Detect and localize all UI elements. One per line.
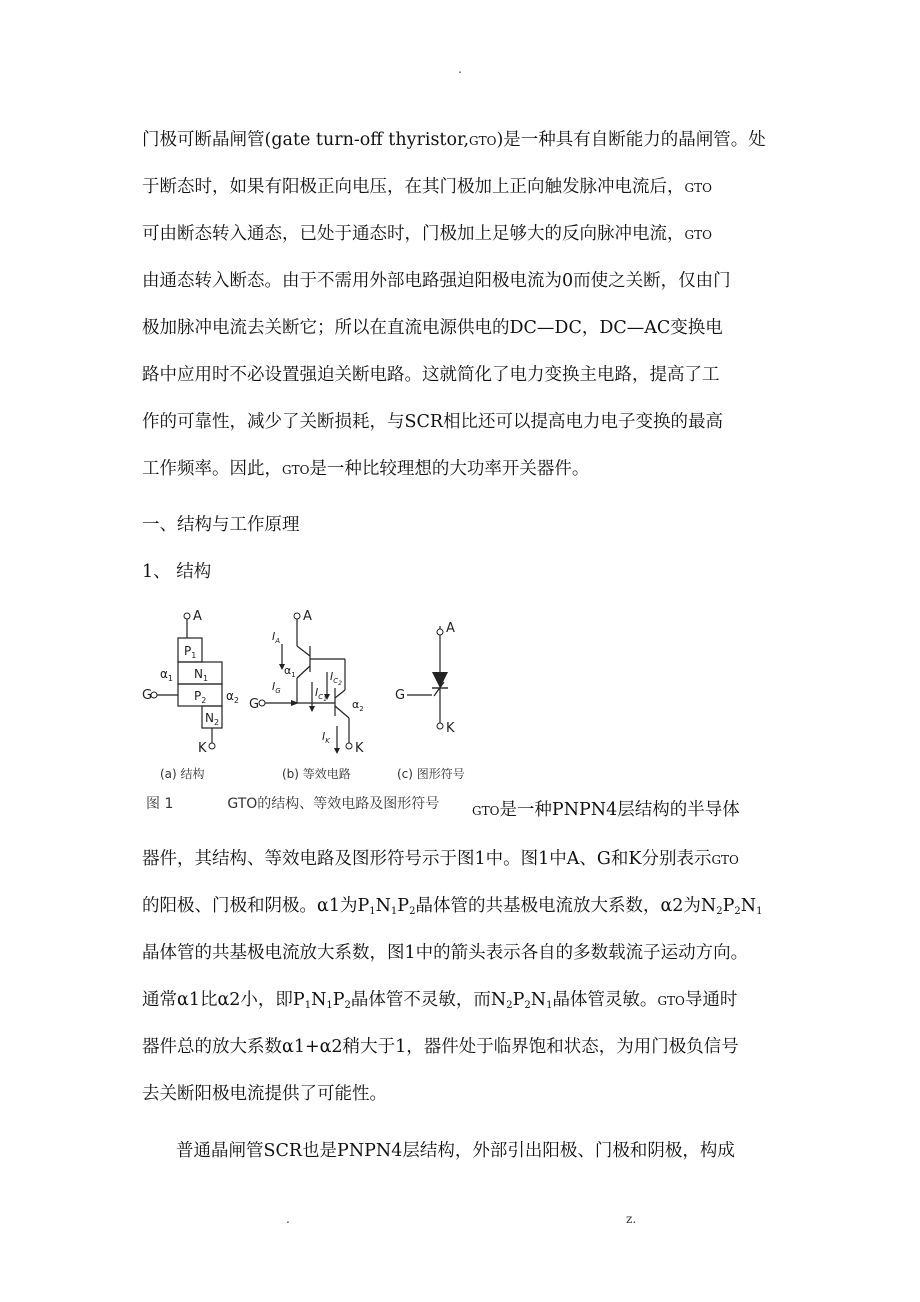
b-anode-label: A <box>303 609 312 624</box>
subcaption-c: (c) 图形符号 <box>397 767 465 781</box>
b-ia-label: $I_A$ <box>272 630 281 645</box>
a-cathode-label: K <box>198 741 207 756</box>
footer-right-mark: z. <box>626 1212 637 1226</box>
b-cathode-label: K <box>355 741 364 756</box>
para2-line4: 晶体管的共基极电流放大系数，图1中的箭头表示各自的多数载流子运动方向。 <box>142 943 749 963</box>
b-ic1-label: $I_C1$ <box>315 686 327 703</box>
page-header-mark: . <box>458 62 462 76</box>
para2-line2: 器件，其结构、等效电路及图形符号示于图1中。图1中A、G和K分别表示GTO <box>142 849 739 869</box>
b-ic2-label: $I_C2$ <box>330 670 342 687</box>
figure-caption: 图 1 GTO的结构、等效电路及图形符号 <box>146 796 440 812</box>
a-anode-label: A <box>193 609 202 624</box>
gto-diagram <box>142 600 488 820</box>
para1-line8: 工作频率。因此，GTO是一种比较理想的大功率开关器件。 <box>142 459 590 479</box>
layer-p2: $P_2$ <box>194 689 207 705</box>
para3-line1: 普通晶闸管SCR也是PNPN4层结构，外部引出阳极、门极和阴极，构成 <box>176 1141 735 1161</box>
subsection-heading: 1、 结构 <box>142 562 212 582</box>
b-ik-label: $I_K$ <box>322 730 330 745</box>
a-gate-label: G <box>142 688 153 703</box>
para2-line7: 去关断阳极电流提供了可能性。 <box>142 1084 387 1104</box>
b-gate-label: G <box>249 697 260 712</box>
c-gate-label: G <box>395 688 406 703</box>
layer-n1: $N_1$ <box>194 667 209 683</box>
para1-line2: 于断态时，如果有阳极正向电压，在其门极加上正向触发脉冲电流后，GTO <box>142 177 712 197</box>
b-alpha1-label: $\alpha_1$ <box>284 664 296 679</box>
para2-line3: 的阳极、门极和阴极。α1为$P_1N_1P_2$晶体管的共基极电流放大系数，α2为$N_2P_2N_1$ <box>142 896 763 917</box>
c-anode-label: A <box>446 621 455 636</box>
para2-line6: 器件总的放大系数α1+α2稍大于1，器件处于临界饱和状态，为用门极负信号 <box>142 1037 739 1057</box>
para1-line5: 极加脉冲电流去关断它；所以在直流电源供电的DC—DC，DC—AC变换电 <box>142 318 723 338</box>
para1-line3: 可由断态转入通态，已处于通态时，门极加上足够大的反向脉冲电流，GTO <box>142 224 712 244</box>
para1-line7: 作的可靠性，减少了关断损耗，与SCR相比还可以提高电力电子变换的最高 <box>142 412 724 432</box>
footer-left-mark: . <box>286 1212 290 1226</box>
a-alpha1-label: $\alpha_1$ <box>160 667 174 683</box>
para1-line1: 门极可断晶闸管(gate turn-off thyristor,GTO)是一种具有自断能力的晶闸管。处 <box>142 130 766 150</box>
c-cathode-label: K <box>446 721 455 736</box>
para2-line5: 通常α1比α2小，即$P_1N_1P_2$晶体管不灵敏，而$N_2P_2N_1$晶体管灵敏。GTO导通时 <box>142 990 738 1011</box>
layer-n2: $N_2$ <box>205 711 220 727</box>
a-alpha2-label: $\alpha_2$ <box>226 689 240 705</box>
section-heading: 一、结构与工作原理 <box>142 515 300 535</box>
b-ig-label: $I_G$ <box>272 680 281 695</box>
figure-1 <box>142 600 488 820</box>
para1-line4: 由通态转入断态。由于不需用外部电路强迫阳极电流为0而使之关断，仅由门 <box>142 271 731 291</box>
layer-p1: $P_1$ <box>184 644 197 660</box>
para2-line1: GTO是一种PNPN4层结构的半导体 <box>472 800 740 820</box>
subcaption-a: (a) 结构 <box>160 767 205 781</box>
b-alpha2-label: $\alpha_2$ <box>352 698 364 713</box>
subcaption-b: (b) 等效电路 <box>282 767 351 781</box>
para1-line6: 路中应用时不必设置强迫关断电路。这就简化了电力变换主电路，提高了工 <box>142 365 720 385</box>
